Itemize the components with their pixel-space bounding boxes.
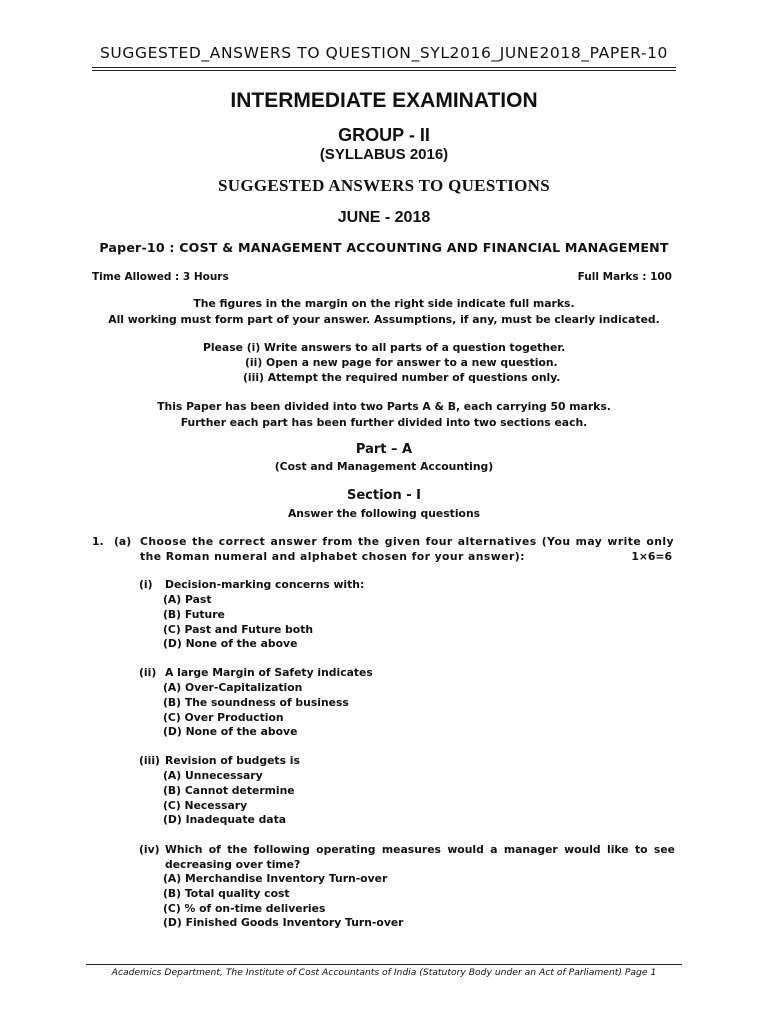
mcq-label: (iii) <box>139 754 160 767</box>
mcq-options <box>163 593 313 652</box>
mcq-option: (A) Unnecessary <box>163 769 263 782</box>
section-1-subtitle: Answer the following questions <box>287 507 481 520</box>
please-line-2: (ii) Open a new page for answer to a new question. <box>245 356 558 369</box>
mcq-text: Which of the following operating measures would a manager would like to see decreasing over time? <box>165 843 675 871</box>
part-a-subtitle: (Cost and Management Accounting) <box>274 460 494 473</box>
please-line-1: Please (i) Write answers to all parts of a question together. <box>203 341 566 354</box>
syllabus-title: (SYLLABUS 2016) <box>319 146 449 163</box>
mcq-option: (C) Necessary <box>163 798 248 812</box>
mcq-option: (A) Past <box>163 593 212 606</box>
mcq-text: A large Margin of Safety indicates <box>165 666 373 679</box>
header-rule-2 <box>92 70 676 71</box>
time-allowed: Time Allowed : 3 Hours <box>92 271 229 283</box>
mcq-option: (A) Merchandise Inventory Turn-over <box>163 872 388 885</box>
paper-title: Paper-10 : COST & MANAGEMENT ACCOUNTING AND FINANCIAL MANAGEMENT <box>99 240 669 255</box>
question-text: Choose the correct answer from the given four alternatives (You may write only the Roman numeral and alphabet chosen for your answer): <box>140 535 674 563</box>
instruction-line-1: The figures in the margin on the right side indicate full marks. <box>193 297 575 310</box>
question-sub-label: (a) <box>114 535 132 548</box>
mcq-option: (C) Over Production <box>163 710 284 724</box>
mcq-option: (D) None of the above <box>163 725 298 739</box>
section-1-title: Section - I <box>346 488 422 503</box>
mcq-label: (ii) <box>139 666 157 679</box>
running-header: SUGGESTED_ANSWERS TO QUESTION_SYL2016_JUNE2018_PAPER-10 <box>99 44 669 62</box>
full-marks: Full Marks : 100 <box>577 271 672 283</box>
page-footer: Academics Department, The Institute of Cost Accountants of India (Statutory Body under an Act of Parliament) Page 1 <box>111 967 657 978</box>
mcq-options <box>163 681 349 740</box>
please-instructions <box>203 340 565 385</box>
mcq-option: (D) None of the above <box>163 637 298 651</box>
paper-division <box>92 399 676 431</box>
mcq-option: (B) Cannot determine <box>163 783 295 797</box>
mcq-label: (iv) <box>139 843 160 856</box>
mcq-options <box>163 872 404 931</box>
exam-info-row <box>92 271 676 283</box>
division-line-1: This Paper has been divided into two Parts A & B, each carrying 50 marks. <box>157 400 611 413</box>
part-a-title: Part – A <box>355 442 413 457</box>
session-title: JUNE - 2018 <box>337 209 431 226</box>
question-marks: 1×6=6 <box>631 550 672 563</box>
suggested-title: SUGGESTED ANSWERS TO QUESTIONS <box>218 176 550 195</box>
please-line-3: (iii) Attempt the required number of questions only. <box>243 371 561 384</box>
mcq-label: (i) <box>139 578 153 591</box>
mcq-option: (B) Total quality cost <box>163 886 290 900</box>
mcq-option: (B) The soundness of business <box>163 695 349 709</box>
general-instructions <box>92 296 676 328</box>
mcq-option: (D) Finished Goods Inventory Turn-over <box>163 916 404 930</box>
instruction-line-2: All working must form part of your answer. Assumptions, if any, must be clearly indicated. <box>108 313 660 326</box>
footer-rule <box>86 964 682 965</box>
exam-title: INTERMEDIATE EXAMINATION <box>230 89 538 112</box>
question-number: 1. <box>92 535 104 548</box>
mcq-option: (B) Future <box>163 607 225 621</box>
mcq-option: (C) % of on-time deliveries <box>163 901 326 915</box>
mcq-option: (A) Over-Capitalization <box>163 681 303 694</box>
group-title: GROUP - II <box>338 125 430 145</box>
mcq-options <box>163 769 295 828</box>
mcq-option: (C) Past and Future both <box>163 622 314 636</box>
mcq-option: (D) Inadequate data <box>163 813 287 827</box>
header-rule <box>92 67 676 68</box>
division-line-2: Further each part has been further divided into two sections each. <box>180 416 588 429</box>
mcq-text: Revision of budgets is <box>165 754 300 767</box>
mcq-text: Decision-marking concerns with: <box>165 578 365 591</box>
